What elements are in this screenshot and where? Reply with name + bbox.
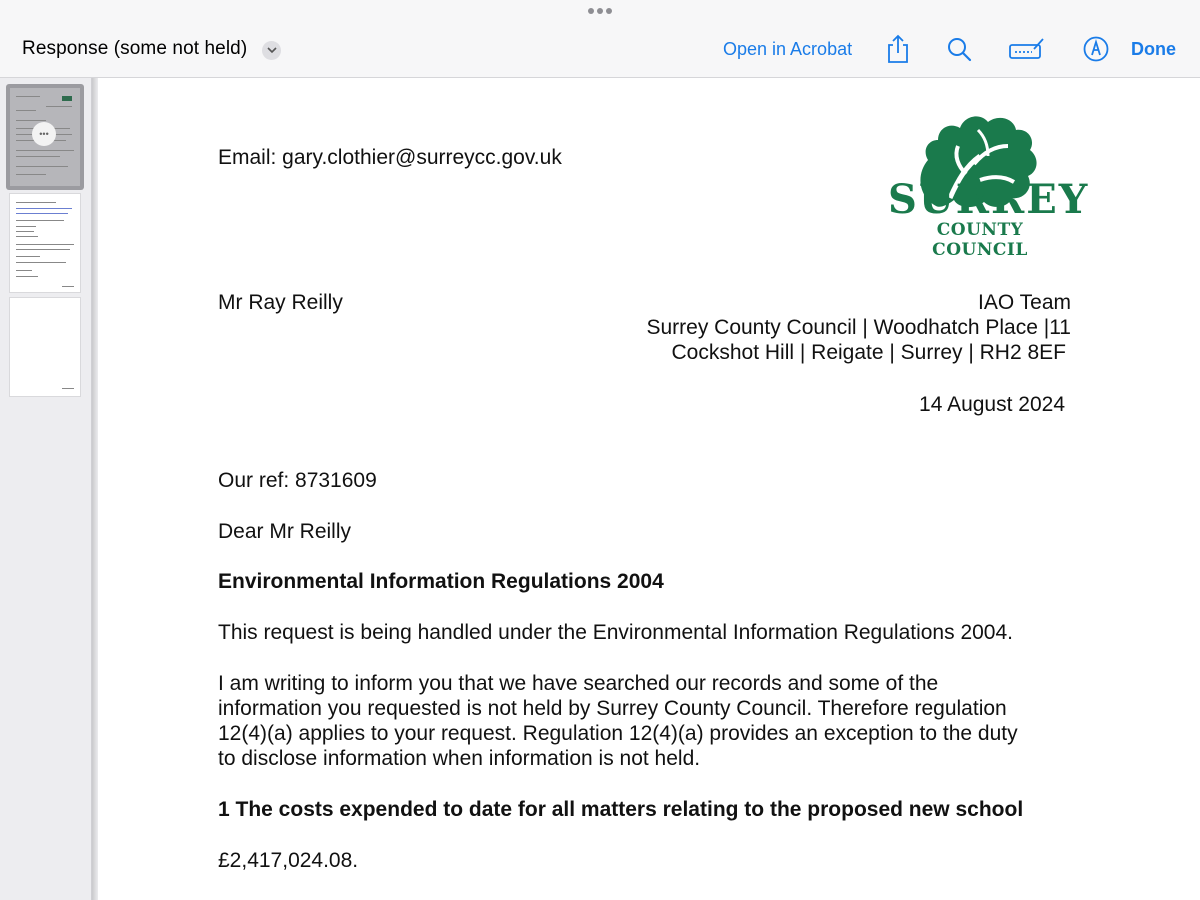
letter-date: 14 August 2024: [919, 393, 1065, 416]
page-thumbnail-2[interactable]: [10, 194, 80, 292]
page-thumbnail-3[interactable]: [10, 298, 80, 396]
logo-wordmark: SURREY: [888, 176, 1090, 223]
sender-address-line-1: Surrey County Council | Woodhatch Place |11: [646, 316, 1071, 339]
recipient-name: Mr Ray Reilly: [218, 291, 343, 314]
open-in-acrobat-button[interactable]: Open in Acrobat: [723, 39, 853, 59]
paragraph-2-line: 12(4)(a) applies to your request. Regulation 12(4)(a) provides an exception to the duty: [218, 722, 1018, 745]
sender-address-line-2: Cockshot Hill | Reigate | Surrey | RH2 8EF: [671, 341, 1066, 364]
top-toolbar: [0, 0, 1200, 78]
paragraph-2-line: I am writing to inform you that we have searched our records and some of the: [218, 672, 939, 695]
paragraph-1: This request is being handled under the Environmental Information Regulations 2004.: [218, 621, 1013, 644]
paragraph-2-line: to disclose information when information is not held.: [218, 747, 701, 770]
search-icon[interactable]: [944, 34, 974, 64]
page-thumbnail-1[interactable]: [6, 84, 84, 190]
chevron-down-icon[interactable]: [262, 41, 281, 60]
markup-icon[interactable]: [1081, 34, 1111, 64]
share-icon[interactable]: [883, 34, 913, 64]
paragraph-2-line: information you requested is not held by Surrey County Council. Therefore regulation: [218, 697, 1007, 720]
page-thumbnails-sidebar: [0, 78, 92, 900]
reference-number: Our ref: 8731609: [218, 469, 377, 492]
sender-team: IAO Team: [978, 291, 1071, 314]
document-title[interactable]: Response (some not held): [22, 38, 248, 59]
logo-subtitle: COUNTY COUNCIL: [932, 220, 1028, 260]
annotate-icon[interactable]: [1008, 34, 1046, 64]
window-grabber[interactable]: [588, 7, 612, 15]
answer-1: £2,417,024.08.: [218, 849, 359, 872]
sender-email: Email: gary.clothier@surreycc.gov.uk: [218, 146, 562, 169]
done-button[interactable]: Done: [1131, 39, 1176, 59]
letter-heading: Environmental Information Regulations 2004: [218, 570, 664, 593]
page-edge-shadow: [92, 78, 98, 900]
salutation: Dear Mr Reilly: [218, 520, 352, 543]
question-1: 1 The costs expended to date for all matters relating to the proposed new school: [218, 798, 1024, 821]
more-options-icon[interactable]: •••: [32, 122, 56, 146]
